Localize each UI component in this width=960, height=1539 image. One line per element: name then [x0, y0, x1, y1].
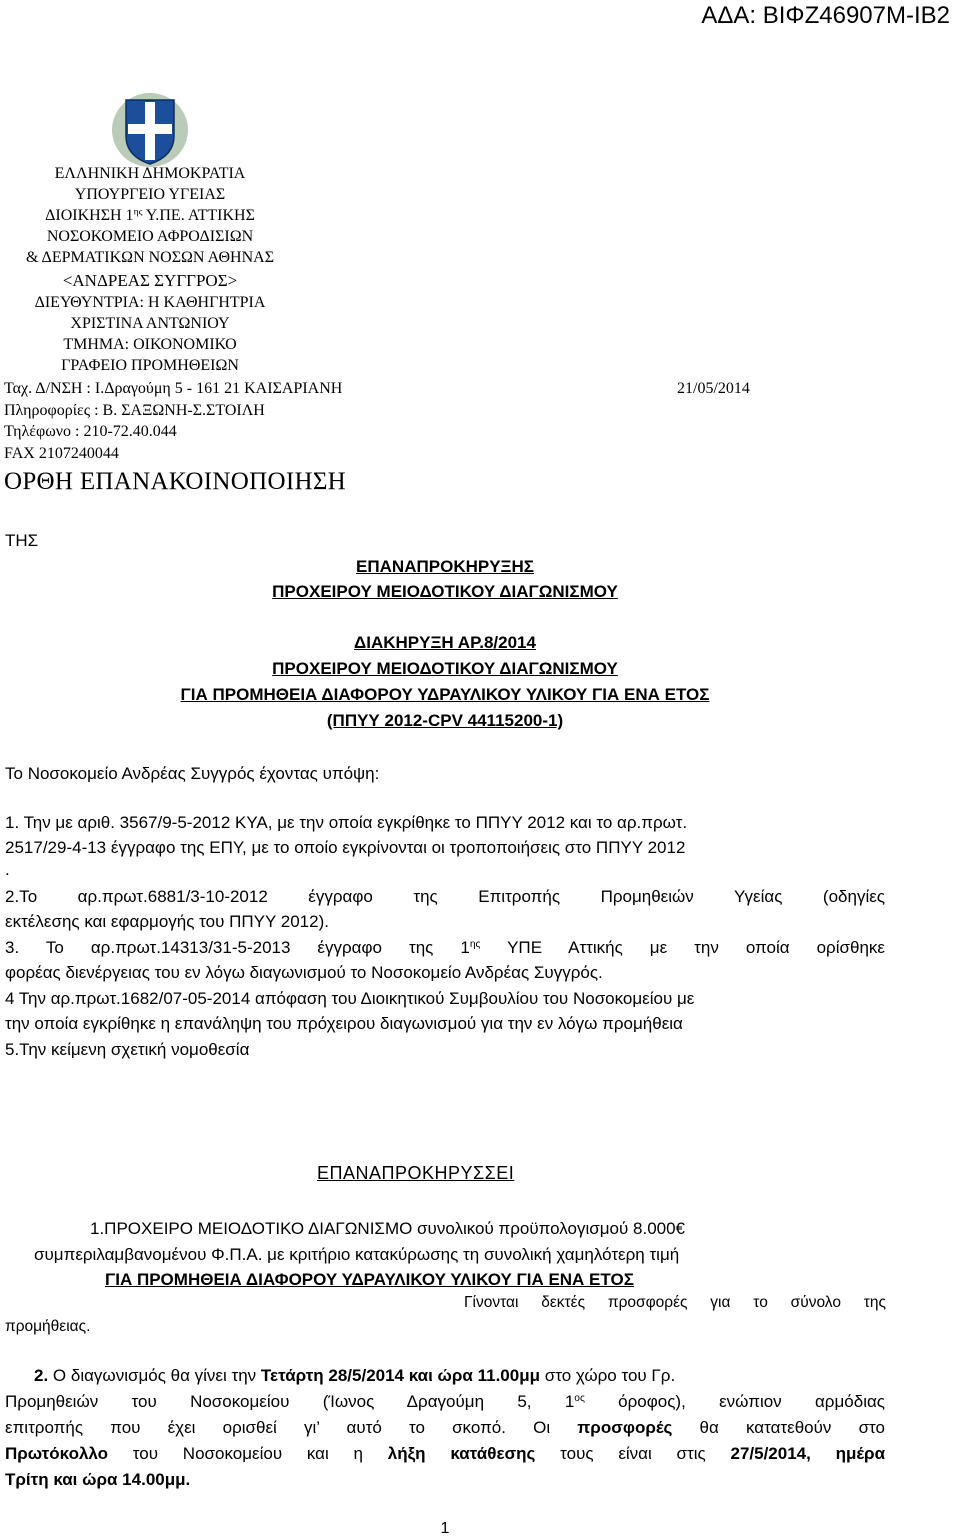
header-line-hospital-2: & ΔΕΡΜΑΤΙΚΩΝ ΝΟΣΩΝ ΑΘΗΝΑΣ	[25, 249, 275, 266]
header-line-hospital: ΝΟΣΟΚΟΜΕΙΟ ΑΦΡΟΔΙΣΙΩΝ	[46, 228, 254, 245]
section-2-line-2: Προμηθειών του Νοσοκομείου (Ίωνος Δραγούμη 5, $1^{o\varsigma}$ όροφος), ενώπιον αρμόδιας	[5, 1392, 885, 1411]
ada-code: ΑΔΑ: ΒΙΦΖ46907Μ-ΙΒ2	[701, 2, 950, 29]
declaration-line-cpv: (ΠΠΥΥ 2012-CPV 44115200-1)	[326, 711, 564, 730]
section-2-line-4: Πρωτόκολλο του Νοσοκομείου και η λήξη κατάθεσης τους είναι στις 27/5/2014, ημέρα	[5, 1444, 886, 1463]
item-4-line-2: την οποία εγκρίθηκε η επανάληψη του πρόχειρου διαγωνισμού για την εν λόγω προμήθεια	[5, 1014, 683, 1033]
header-phone: Τηλέφωνο : 210-72.40.044	[4, 423, 177, 440]
declaration-line-subject: ΓΙΑ ΠΡΟΜΗΘΕΙΑ ΔΙΑΦΟΡΟΥ ΥΔΡΑΥΛΙΚΟΥ ΥΛΙΚΟΥ ΓΙΑ ΕΝΑ ΕΤΟΣ	[180, 685, 710, 704]
declaration-line-tender: ΠΡΟΧΕΙΡΟΥ ΜΕΙΟΔΟΤΙΚΟΥ ΔΙΑΓΩΝΙΣΜΟΥ	[272, 659, 618, 678]
item-4-line-1: 4 Την αρ.πρωτ.1682/07-05-2014 απόφαση του Διοικητικού Συμβουλίου του Νοσοκομείου με	[5, 989, 695, 1008]
header-line-ministry: ΥΠΟΥΡΓΕΙΟ ΥΓΕΙΑΣ	[74, 186, 226, 203]
item-1-line-3: .	[5, 860, 10, 879]
item-1-line-2: 2517/29-4-13 έγγραφο της ΕΠΥ, με το οποίο εγκρίνονται οι τροποποιήσεις στο ΠΠΥΥ 2012	[5, 838, 686, 857]
page-number: 1	[440, 1520, 450, 1537]
header-fax: FAX 2107240044	[4, 445, 119, 462]
item-5: 5.Την κείμενη σχετική νομοθεσία	[5, 1040, 250, 1059]
header-line-department: ΤΜΗΜΑ: ΟΙΚΟΝΟΜΙΚΟ	[63, 336, 237, 353]
section-2-line-5: Τρίτη και ώρα 14.00μμ.	[5, 1470, 191, 1489]
greek-coat-of-arms-icon	[110, 90, 190, 168]
item-2-line-2: εκτέλεσης και εφαρμογής του ΠΠΥΥ 2012).	[5, 912, 329, 931]
section-1-line-1: 1.ΠΡΟΧΕΙΡΟ ΜΕΙΟΔΟΤΙΚΟ ΔΙΑΓΩΝΙΣΜΟ συνολικού προϋπολογισμού 8.000€	[90, 1219, 686, 1238]
tis-label: ΤΗΣ	[5, 531, 39, 550]
item-2-line-1: 2.Το αρ.πρωτ.6881/3-10-2012 έγγραφο της Επιτροπής Προμηθειών Υγείας (οδηγίες	[5, 887, 885, 906]
subtitle-reannouncement: ΕΠΑΝΑΠΡΟΚΗΡΥΞΗΣ	[356, 557, 534, 576]
intro-text: Το Νοσοκομείο Ανδρέας Συγγρός έχοντας υπόψη:	[5, 764, 380, 783]
document-title: ΟΡΘΗ ΕΠΑΝΑΚΟΙΝΟΠΟΙΗΣΗ	[4, 468, 347, 495]
header-info: Πληροφορίες : Β. ΣΑΞΩΝΗ-Σ.ΣΤΟΙΛΗ	[4, 402, 265, 419]
section-1-line-4: Γίνονται δεκτές προσφορές για το σύνολο της	[464, 1294, 886, 1311]
item-3-line-1: 3. Το αρ.πρωτ.14313/31-5-2013 έγγραφο της $1^{\eta\varsigma}$ ΥΠΕ Αττικής με την οποία ορίσθηκε	[5, 938, 885, 957]
section-1-line-2: συμπεριλαμβανομένου Φ.Π.Α. με κριτήριο κατακύρωσης τη συνολική χαμηλότερη τιμή	[34, 1245, 680, 1264]
header-address: Ταχ. Δ/ΝΣΗ : Ι.Δραγούμη 5 - 161 21 ΚΑΙΣΑΡΙΑΝΗ	[4, 380, 343, 397]
reannounce-heading: ΕΠΑΝΑΠΡΟΚΗΡΥΣΣΕΙ	[317, 1163, 515, 1183]
declaration-number: ΔΙΑΚΗΡΥΞΗ ΑΡ.8/2014	[354, 633, 536, 652]
header-line-director: ΔΙΕΥΘΥΝΤΡΙΑ: Η ΚΑΘΗΓΗΤΡΙΑ	[34, 294, 266, 311]
header-line-republic: ΕΛΛΗΝΙΚΗ ΔΗΜΟΚΡΑΤΙΑ	[54, 165, 246, 182]
subtitle-tender: ΠΡΟΧΕΙΡΟΥ ΜΕΙΟΔΟΤΙΚΟΥ ΔΙΑΓΩΝΙΣΜΟΥ	[272, 582, 618, 601]
header-line-administration: ΔΙΟΙΚΗΣΗ $1^{\eta\varsigma}$ Υ.ΠΕ. ΑΤΤΙΚΗΣ	[45, 206, 255, 224]
section-2-line-3: επιτροπής που έχει ορισθεί γι’ αυτό το σκοπό. Οι προσφορές θα κατατεθούν στο	[5, 1418, 885, 1437]
header-line-office: ΓΡΑΦΕΙΟ ΠΡΟΜΗΘΕΙΩΝ	[61, 357, 239, 374]
section-1-line-3: ΓΙΑ ΠΡΟΜΗΘΕΙΑ ΔΙΑΦΟΡΟΥ ΥΔΡΑΥΛΙΚΟΥ ΥΛΙΚΟΥ ΓΙΑ ΕΝΑ ΕΤΟΣ	[105, 1270, 634, 1289]
header-line-director-name: ΧΡΙΣΤΙΝΑ ΑΝΤΩΝΙΟΥ	[70, 315, 230, 332]
item-3-line-2: φορέας διενέργειας του εν λόγω διαγωνισμού το Νοσοκομείο Ανδρέας Συγγρός.	[5, 963, 603, 982]
section-1-line-5: προμήθειας.	[5, 1318, 91, 1335]
header-date: 21/05/2014	[677, 380, 750, 397]
item-1-line-1: 1. Την με αριθ. 3567/9-5-2012 ΚΥΑ, με την οποία εγκρίθηκε το ΠΠΥΥ 2012 και το αρ.πρωτ.	[5, 813, 688, 832]
section-2-line-1: 2. Ο διαγωνισμός θα γίνει την Τετάρτη 28/5/2014 και ώρα 11.00μμ στο χώρο του Γρ.	[34, 1366, 676, 1385]
header-line-hospital-name: <ΑΝΔΡΕΑΣ ΣΥΓΓΡΟΣ>	[62, 271, 238, 290]
